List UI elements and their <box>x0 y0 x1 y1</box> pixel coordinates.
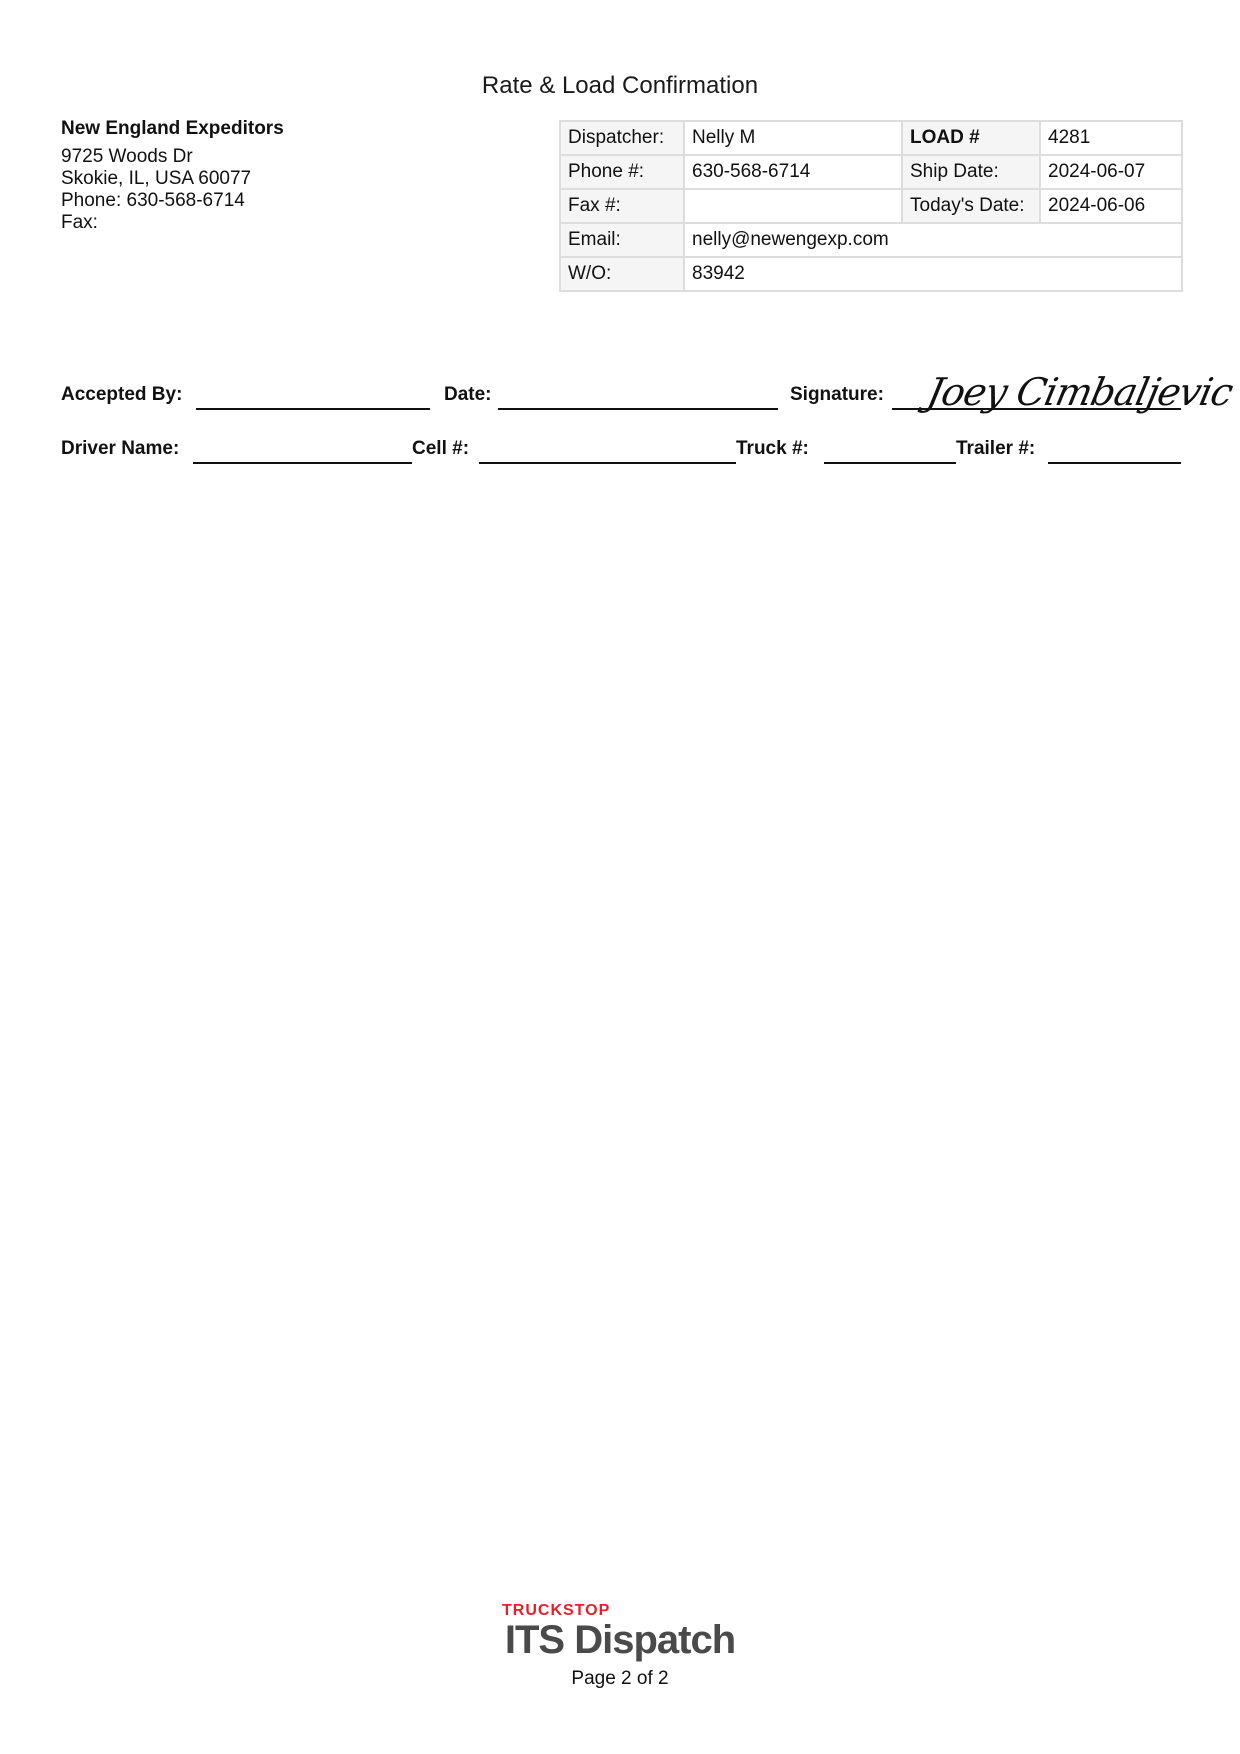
accepted-by-line[interactable] <box>196 408 430 410</box>
truck-label: Truck #: <box>736 438 809 459</box>
company-phone: Phone: 630-568-6714 <box>61 190 245 211</box>
accepted-by-label: Accepted By: <box>61 384 183 405</box>
company-block <box>61 118 284 234</box>
company-address-line2: Skokie, IL, USA 60077 <box>61 168 252 189</box>
table-row <box>560 223 1182 257</box>
cell-label: Cell #: <box>412 438 470 459</box>
phone-value: 630-568-6714 <box>684 155 902 189</box>
email-label: Email: <box>560 223 684 257</box>
dispatcher-label: Dispatcher: <box>560 121 684 155</box>
table-row <box>560 155 1182 189</box>
date-label: Date: <box>444 384 492 405</box>
cell-line[interactable] <box>479 462 736 464</box>
fax-value <box>684 189 902 223</box>
wo-value: 83942 <box>684 257 1182 291</box>
signature-handwriting: Joey Cimbaljevic <box>923 370 1237 414</box>
truckstop-logo-text: TRUCKSTOP <box>502 1602 611 1619</box>
load-number-label: LOAD # <box>902 121 1040 155</box>
company-name: New England Expeditors <box>61 118 284 139</box>
driver-name-line[interactable] <box>193 462 412 464</box>
table-row <box>560 257 1182 291</box>
document-title: Rate & Load Confirmation <box>481 72 759 99</box>
trailer-line[interactable] <box>1048 462 1181 464</box>
dispatcher-value: Nelly M <box>684 121 902 155</box>
driver-row <box>61 426 1181 466</box>
ship-date-value: 2024-06-07 <box>1040 155 1182 189</box>
wo-label: W/O: <box>560 257 684 291</box>
truck-line[interactable] <box>824 462 956 464</box>
page-number: Page 2 of 2 <box>571 1668 669 1689</box>
table-row <box>560 121 1182 155</box>
fax-label: Fax #: <box>560 189 684 223</box>
signature-label: Signature: <box>790 384 884 405</box>
phone-label: Phone #: <box>560 155 684 189</box>
ship-date-label: Ship Date: <box>902 155 1040 189</box>
company-fax: Fax: <box>61 212 98 233</box>
load-info-table <box>559 120 1183 292</box>
company-address-line1: 9725 Woods Dr <box>61 146 193 167</box>
email-value: nelly@newengexp.com <box>684 223 1182 257</box>
trailer-label: Trailer #: <box>956 438 1036 459</box>
driver-name-label: Driver Name: <box>61 438 180 459</box>
todays-date-value: 2024-06-06 <box>1040 189 1182 223</box>
todays-date-label: Today's Date: <box>902 189 1040 223</box>
date-line[interactable] <box>498 408 778 410</box>
its-dispatch-logo: ITS Dispatch <box>504 1618 736 1662</box>
table-row <box>560 189 1182 223</box>
load-number-value: 4281 <box>1040 121 1182 155</box>
